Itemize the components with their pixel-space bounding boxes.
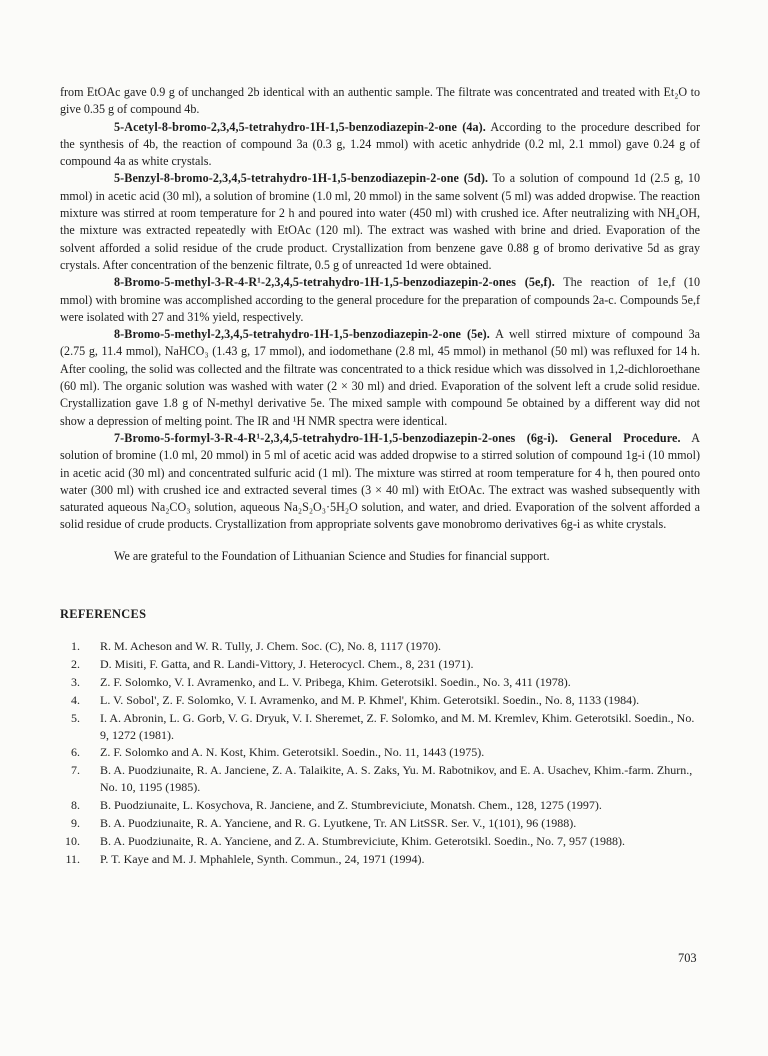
reference-item: [60, 692, 700, 709]
page-number: 703: [678, 951, 697, 965]
reference-number: 7.: [71, 763, 80, 778]
reference-item: [60, 851, 700, 868]
reference-item: [60, 744, 700, 761]
procedure-6gi-body: A solution of bromine (1.0 ml, 20 mmol) in 5 ml of acetic acid was added dropwise to a stirred solution of compound 1g-i (10 mmol) in acetic acid (30 ml) and concentrated sulfuric acid (1 ml). The mixture was stirred at room temperature for 4 h, then poured onto water (300 ml) with crushed ice and extracted several times (3 × 40 ml) with EtOAc. The extract was washed subsequently with saturated aqueous Na₂CO₃ solution, aqueous Na₂S₂O₃·5H₂O solution, and water, and dried. Evaporation of the solvent afforded a solid residue of crude products. Crystallization from appropriate solvents gave monobromo derivatives 6g-i as white crystals.: [60, 430, 701, 532]
reference-text: I. A. Abronin, L. G. Gorb, V. G. Dryuk, V. I. Sheremet, Z. F. Solomko, and M. M. Kremlev, Khim. Geterotsikl. Soedin., No. 9, 1272 (1981).: [100, 710, 695, 742]
procedure-5e-title: 8-Bromo-5-methyl-2,3,4,5-tetrahydro-1H-1,5-benzodiazepin-2-one (5e).: [114, 327, 490, 342]
reference-text: P. T. Kaye and M. J. Mphahlele, Synth. Commun., 24, 1971 (1994).: [100, 851, 425, 866]
reference-number: 11.: [65, 851, 80, 866]
reference-text: Z. F. Solomko and A. N. Kost, Khim. Geterotsikl. Soedin., No. 11, 1443 (1975).: [100, 745, 485, 760]
procedure-5ef-title: 8-Bromo-5-methyl-3-R-4-R¹-2,3,4,5-tetrahydro-1H-1,5-benzodiazepin-2-ones (5e,f).: [114, 275, 555, 290]
procedure-5d-body: To a solution of compound 1d (2.5 g, 10 mmol) in acetic acid (30 ml), a solution of bromine (1.0 ml, 20 mmol) in the same solvent (5 ml) was added dropwise. The reaction mixture was stirred at room temperature for 2 h and poured into water (450 ml) with crushed ice. After neutralizing with NH₄OH, the mixture was extracted repeatedly with EtOAc (120 ml). The extract was washed with brine and dried. Evaporation of the solvent afforded a solid residue of the crude product. Crystallization from benzene gave 0.88 g of bromo derivative 5d as gray crystals. After concentration of the benzenic filtrate, 0.5 g of unreacted 1d were obtained.: [60, 171, 700, 272]
references-list: [60, 638, 700, 868]
procedure-4a-title: 5-Acetyl-8-bromo-2,3,4,5-tetrahydro-1H-1,5-benzodiazepin-2-one (4a).: [114, 119, 486, 134]
reference-text: B. Puodziunaite, L. Kosychova, R. Janciene, and Z. Stumbreviciute, Monatsh. Chem., 128, 1275 (1997).: [100, 798, 602, 813]
acknowledgement: We are grateful to the Foundation of Lithuanian Science and Studies for financial support.: [114, 548, 550, 563]
reference-item: [60, 674, 700, 691]
reference-number: 4.: [71, 692, 80, 707]
procedure-5d: [60, 170, 700, 274]
procedure-4a: [60, 119, 700, 171]
references-heading: REFERENCES: [60, 607, 147, 622]
reference-text: B. A. Puodziunaite, R. A. Yanciene, and R. G. Lyutkene, Tr. AN LitSSR. Ser. V., 1(101), 96 (1988).: [100, 816, 577, 831]
procedure-5e: [60, 326, 700, 430]
reference-item: [60, 638, 700, 655]
reference-item: [60, 762, 700, 796]
reference-text: D. Misiti, F. Gatta, and R. Landi-Vittory, J. Heterocycl. Chem., 8, 231 (1971).: [100, 656, 474, 671]
procedure-4a-body: According to the procedure described for the synthesis of 4b, the reaction of compound 3a (0.3 g, 1.24 mmol) with acetic anhydride (0.2 ml, 2.1 mmol) gave 0.24 g of compound 4a as white crystals.: [60, 119, 701, 169]
procedure-5e-body: A well stirred mixture of compound 3a (2.75 g, 11.4 mmol), NaHCO₃ (1.43 g, 17 mmol), and iodomethane (2.8 ml, 45 mmol) in methanol (50 ml) was refluxed for 14 h. After cooling, the solid was collected and the filtrate was concentrated to a thick residue which was dissolved in 1,2-dichloroethane (60 ml). The organic solution was washed with water (2 × 30 ml) and dried. Evaporation of the solvent left a crude solid residue. Crystallization gave 1.8 g of N-methyl derivative 5e. The mixed sample with compound 5e obtained by a different way did not show a depression of melting point. The IR and ¹H NMR spectra were identical.: [60, 327, 700, 428]
reference-number: 6.: [71, 745, 80, 760]
reference-item: [60, 833, 700, 850]
procedure-5ef: [60, 274, 700, 326]
reference-number: 5.: [71, 710, 80, 725]
reference-number: 2.: [71, 656, 80, 671]
reference-item: [60, 656, 700, 673]
reference-number: 8.: [71, 798, 80, 813]
reference-number: 1.: [71, 639, 80, 654]
reference-item: [60, 710, 700, 744]
reference-item: [60, 815, 700, 832]
procedure-5ef-body: The reaction of 1e,f (10 mmol) with bromine was accomplished according to the general procedure for the preparation of compounds 2a-c. Compounds 5e,f were isolated with 27 and 31% yield, respectively.: [60, 275, 700, 324]
reference-item: [60, 797, 700, 814]
reference-text: R. M. Acheson and W. R. Tully, J. Chem. Soc. (C), No. 8, 1117 (1970).: [100, 639, 442, 654]
reference-text: Z. F. Solomko, V. I. Avramenko, and L. V. Pribega, Khim. Geterotsikl. Soedin., No. 3, 411 (1978).: [100, 674, 571, 689]
reference-number: 3.: [71, 674, 80, 689]
article-page: [60, 84, 700, 869]
reference-text: B. A. Puodziunaite, R. A. Yanciene, and Z. A. Stumbreviciute, Khim. Geterotsikl. Soedin., No. 7, 957 (1988).: [100, 833, 625, 848]
procedure-5d-title: 5-Benzyl-8-bromo-2,3,4,5-tetrahydro-1H-1,5-benzodiazepin-2-one (5d).: [114, 171, 489, 186]
procedure-6gi: [60, 430, 700, 534]
reference-text: L. V. Sobol', Z. F. Solomko, V. I. Avramenko, and M. P. Khmel', Khim. Geterotsikl. Soedin., No. 8, 1133 (1984).: [100, 692, 640, 707]
reference-number: 10.: [65, 833, 80, 848]
reference-number: 9.: [71, 816, 80, 831]
intro-paragraph: from EtOAc gave 0.9 g of unchanged 2b identical with an authentic sample. The filtrate was concentrated and treated with Et₂O to give 0.35 g of compound 4b.: [60, 85, 700, 117]
procedure-6gi-title: 7-Bromo-5-formyl-3-R-4-R¹-2,3,4,5-tetrahydro-1H-1,5-benzodiazepin-2-ones (6g-i). General Procedure.: [114, 430, 681, 445]
reference-text: B. A. Puodziunaite, R. A. Janciene, Z. A. Talaikite, A. S. Zaks, Yu. M. Rabotnikov, and E. A. Usachev, Khim.-farm. Zhurn., No. 10, 1195 (1985).: [100, 763, 693, 795]
